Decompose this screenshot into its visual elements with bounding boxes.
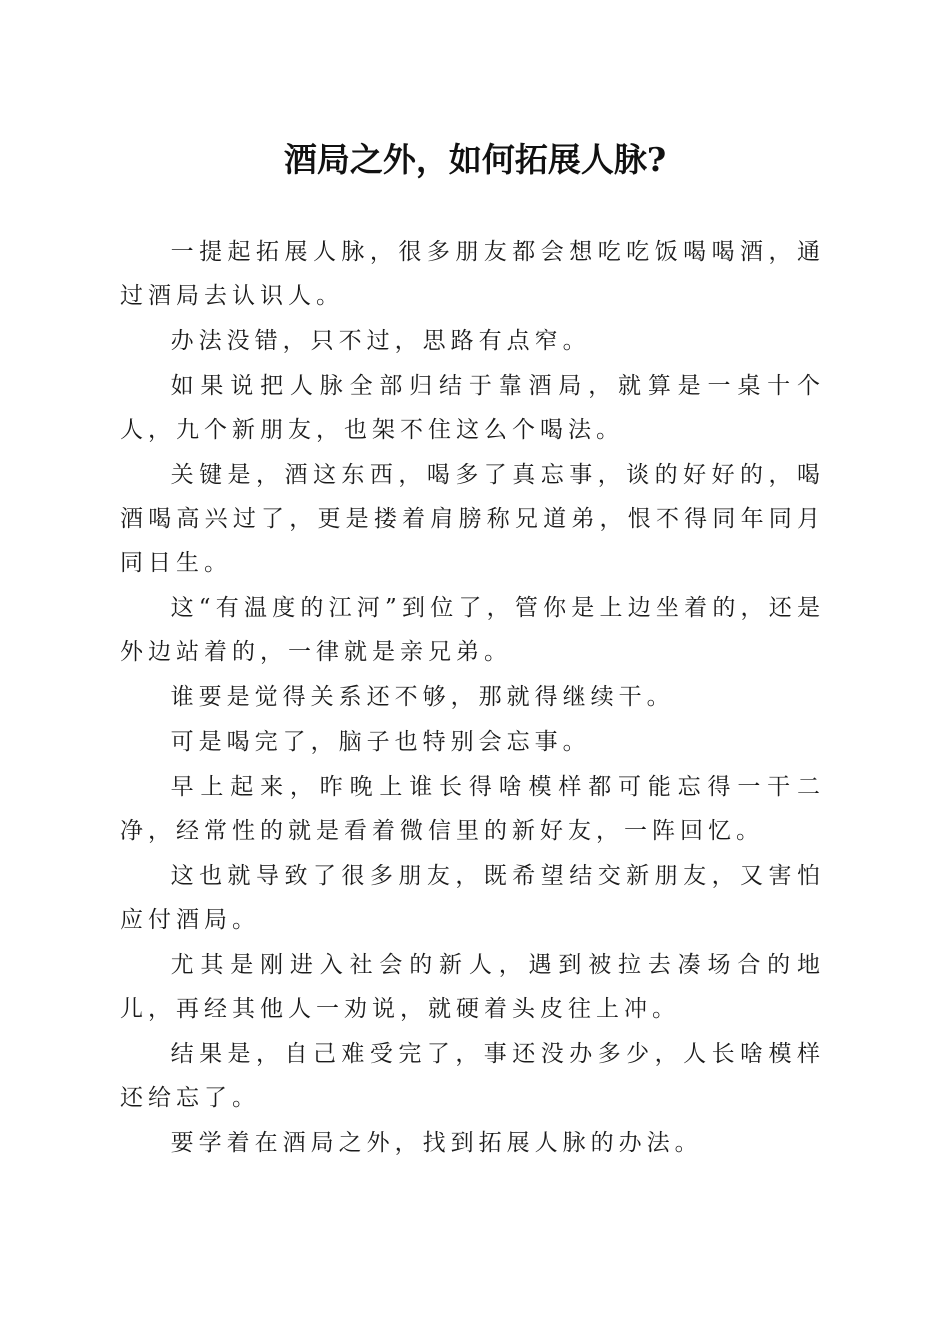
document-body bbox=[120, 230, 825, 1166]
paragraph: 一提起拓展人脉，很多朋友都会想吃吃饭喝喝酒，通过酒局去认识人。 bbox=[120, 239, 825, 309]
paragraph: 尤其是刚进入社会的新人，遇到被拉去凑场合的地儿，再经其他人一劝说，就硬着头皮往上冲。 bbox=[120, 952, 825, 1022]
paragraph: 这也就导致了很多朋友，既希望结交新朋友，又害怕应付酒局。 bbox=[120, 863, 825, 933]
paragraph: 办法没错，只不过，思路有点窄。 bbox=[170, 328, 591, 354]
paragraph: 谁要是觉得关系还不够，那就得继续干。 bbox=[170, 684, 675, 710]
document-title: 酒局之外，如何拓展人脉? bbox=[283, 140, 667, 179]
paragraph: 可是喝完了，脑子也特别会忘事。 bbox=[170, 729, 591, 755]
paragraph: 要学着在酒局之外，找到拓展人脉的办法。 bbox=[170, 1130, 703, 1156]
paragraph: 这“有温度的江河”到位了，管你是上边坐着的，还是外边站着的，一律就是亲兄弟。 bbox=[120, 595, 825, 665]
paragraph: 关键是，酒这东西，喝多了真忘事，谈的好好的，喝酒喝高兴过了，更是搂着肩膀称兄道弟，恨不得同年同月同日生。 bbox=[120, 462, 825, 576]
paragraph: 结果是，自己难受完了，事还没办多少，人长啥模样还给忘了。 bbox=[120, 1041, 825, 1111]
paragraph: 早上起来，昨晚上谁长得啥模样都可能忘得一干二净，经常性的就是看着微信里的新好友，一阵回忆。 bbox=[120, 774, 825, 844]
paragraph: 如果说把人脉全部归结于靠酒局，就算是一桌十个人，九个新朋友，也架不住这么个喝法。 bbox=[120, 373, 825, 443]
